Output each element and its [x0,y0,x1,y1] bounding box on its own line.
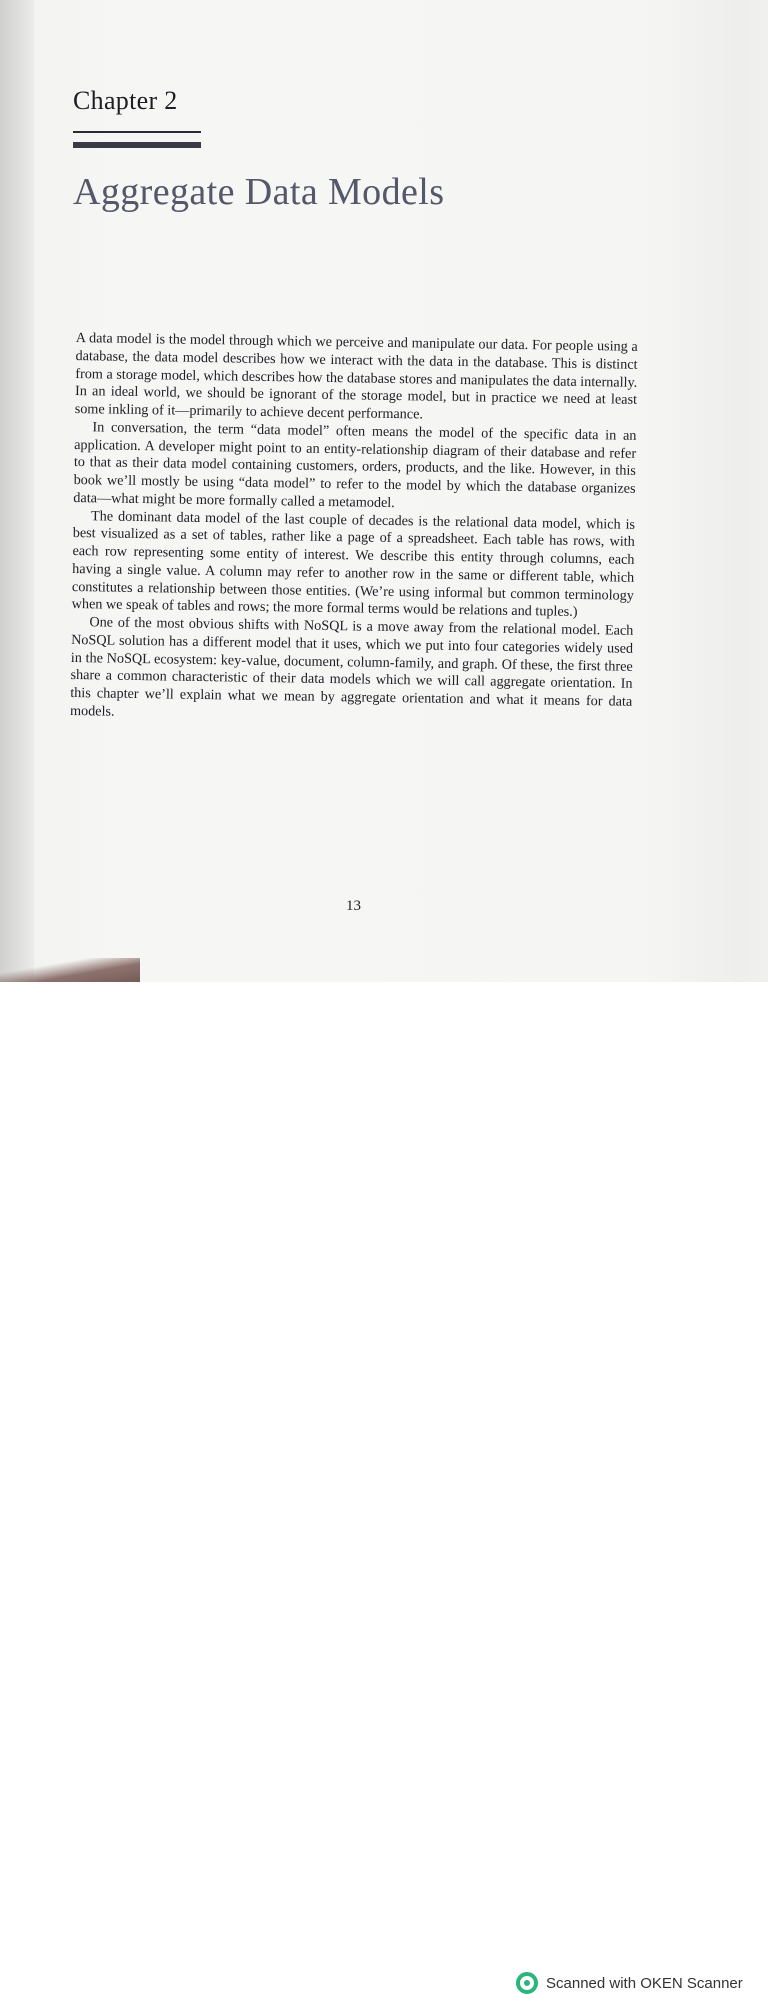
body-text [70,330,638,729]
paragraph-3: The dominant data model of the last couple of decades is the relational data model, which is best visualized as a set of tables, rather like a page of a spreadsheet. Each table has rows, with each row representing some entity of interest. We describe this entity through columns, each having a single value. A column may refer to another row in the same or different table, which constitutes a relationship between those entities. (We’re using informal but common terminology when we speak of tables and rows; the more formal terms would be relations and tuples.) [71,507,636,621]
oken-scanner-logo-icon [516,1972,538,1994]
paragraph-4: One of the most obvious shifts with NoSQL is a move away from the relational model. Each NoSQL solution has a different model that it uses, which we put into four categories widely used in the NoSQL ecosystem: key-value, document, column-family, and graph. Of these, the first three share a common characteristic of their data models which we will call aggregate orientation. In this chapter we’ll explain what we mean by aggregate orientation and what it means for data models. [69,614,634,720]
paragraph-2: In conversation, the term “data model” often means the model of the specific data in an application. A developer might point to an entity-relationship diagram of their database and refer to that as their data model containing customers, orders, products, and the like. However, in this book we’ll mostly be using “data model” to refer to the model by which the database organizes data—what might be more formally called a metamodel. [73,419,637,511]
scanner-badge [516,1972,743,1994]
page-edge-shadow [0,0,34,982]
scanner-footer [0,982,768,1992]
chapter-title: Aggregate Data Models [73,171,445,213]
corner-shadow [0,958,140,982]
page-number: 13 [346,898,361,914]
scanner-watermark-text: Scanned with OKEN Scanner [546,1974,743,1992]
paragraph-1: A data model is the model through which we perceive and manipulate our data. For people using a database, the data model describes how we interact with the data in the database. This is distinct from a storage model, which describes how the database stores and manipulates the data internally. In an ideal world, we should be ignorant of the storage model, but in practice we need at least some inkling of it—primarily to achieve decent performance. [74,330,638,423]
chapter-label: Chapter 2 [73,86,178,115]
scanned-page [0,0,768,982]
chapter-rule-thick [73,142,201,148]
chapter-rule-thin [73,131,201,133]
